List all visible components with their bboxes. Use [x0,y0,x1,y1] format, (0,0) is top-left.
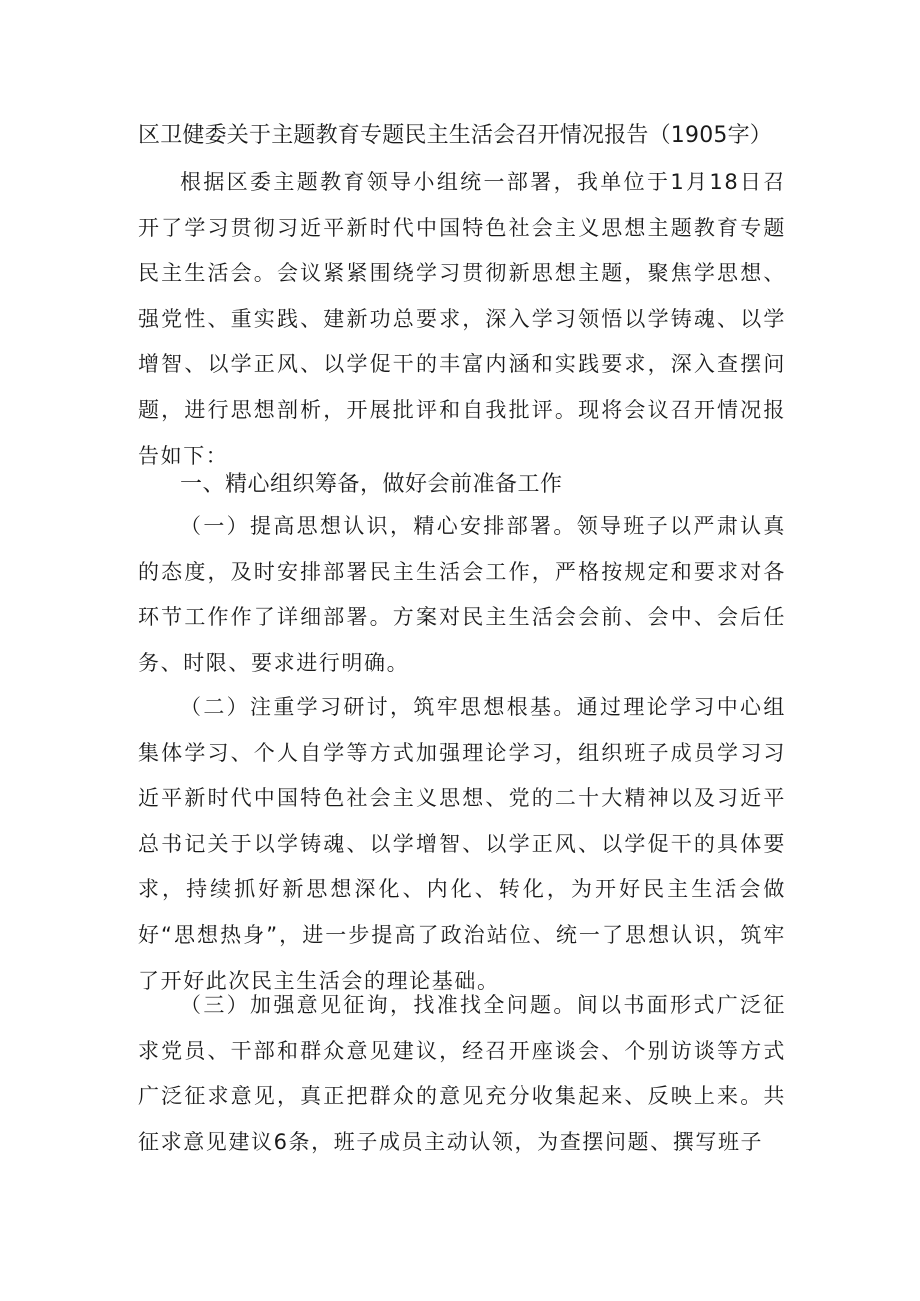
paragraph-two: （二）注重学习研讨，筑牢思想根基。通过理论学习中心组集体学习、个人自学等方式加强理论学习，组织班子成员学习习近平新时代中国特色社会主义思想、党的二十大精神以及习近平总书记关于以学铸魂、以学增智、以学正风、以学促干的具体要求，持续抓好新思想深化、内化、转化，为开好民主生活会做好“思想热身”，进一步提高了政治站位、统一了思想认识，筑牢了开好此次民主生活会的理论基础。 [138,695,786,993]
paragraph-three: （三）加强意见征询，找准找全问题。间以书面形式广泛征求党员、干部和群众意见建议，经召开座谈会、个别访谈等方式广泛征求意见，真正把群众的意见充分收集起来、反映上来。共征求意见建议6条，班子成员主动认领，为查摆问题、撰写班子 [138,993,786,1154]
section-heading: 一、精心组织筹备，做好会前准备工作 [180,472,563,497]
document-title: 区卫健委关于主题教育专题民主生活会召开情况报告（1905字） [138,123,772,148]
intro-paragraph: 根据区委主题教育领导小组统一部署，我单位于1月18日召开了学习贯彻习近平新时代中国特色社会主义思想主题教育专题民主生活会。会议紧紧围绕学习贯彻新思想主题，聚焦学思想、强党性、重实践、建新功总要求，深入学习领悟以学铸魂、以学增智、以学正风、以学促干的丰富内涵和实践要求，深入查摆问题，进行思想剖析，开展批评和自我批评。现将会议召开情况报告如下： [138,170,786,468]
paragraph-one: （一）提高思想认识，精心安排部署。领导班子以严肃认真的态度，及时安排部署民主生活会工作，严格按规定和要求对各环节工作作了详细部署。方案对民主生活会会前、会中、会后任务、时限、要求进行明确。 [138,514,786,675]
